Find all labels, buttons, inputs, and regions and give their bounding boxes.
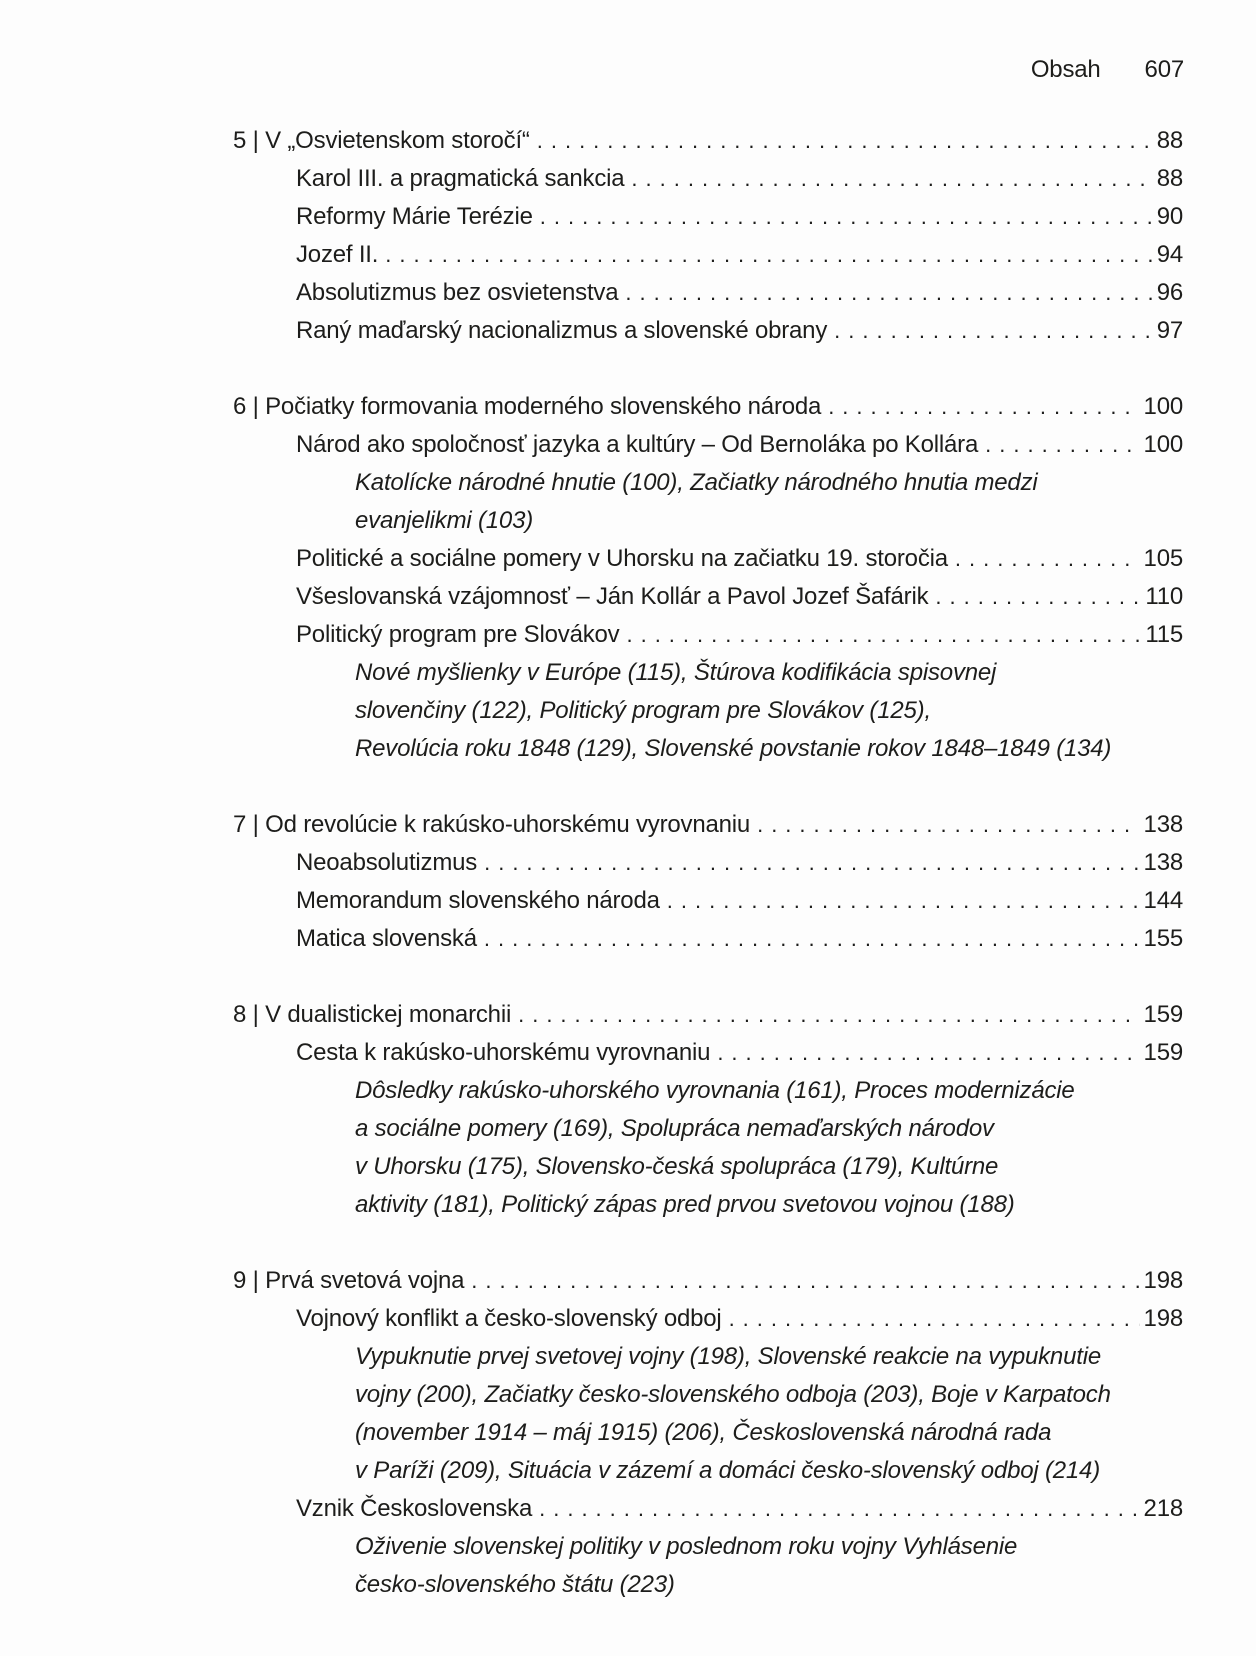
toc-entry-row-page-number: 97 [1156,317,1183,344]
toc-topic-line [233,1528,1183,1566]
toc-chapter-row [233,1262,1183,1300]
toc-topic-line [233,1110,1183,1148]
running-head-page-number: 607 [1144,56,1184,83]
toc-entry-row [233,578,1183,616]
toc-entry-row [233,844,1183,882]
toc-entry-row-title: Cesta k rakúsko-uhorskému vyrovnaniu [296,1039,711,1066]
toc-topic-line-title: Vypuknutie prvej svetovej vojny (198), Slovenské reakcie na vypuknutie [355,1343,1101,1370]
toc-chapter-row [233,996,1183,1034]
dot-leader [729,1300,1140,1338]
toc-entry-row-title: Všeslovanská vzájomnosť – Ján Kollár a Pavol Jozef Šafárik [296,583,929,610]
toc-entry-row [233,920,1183,958]
toc-entry-row-page-number: 110 [1145,583,1183,610]
dot-leader [540,198,1153,236]
toc-entry-row [233,236,1183,274]
toc-entry-row-page-number: 155 [1143,925,1183,952]
toc-chapter-row-title: 5 | V „Osvietenskom storočí“ [233,127,530,154]
toc-topic-line-title: slovenčiny (122), Politický program pre Slovákov (125), [355,697,931,724]
toc-topic-line [233,464,1183,502]
dot-leader [385,236,1152,274]
toc-entry-row [233,882,1183,920]
toc-topic-line-title: Revolúcia roku 1848 (129), Slovenské povstanie rokov 1848–1849 (134) [355,735,1112,762]
toc-entry-row-title: Memorandum slovenského národa [296,887,660,914]
toc-topic-line [233,1566,1183,1604]
toc-entry-row-page-number: 138 [1143,849,1183,876]
toc-entry-row-page-number: 218 [1143,1495,1183,1522]
toc-entry-row [233,616,1183,654]
dot-leader [834,312,1153,350]
dot-leader [955,540,1140,578]
toc-entry-row-page-number: 88 [1156,165,1183,192]
toc-topic-line-title: v Paríži (209), Situácia v zázemí a domáci česko-slovenský odboj (214) [355,1457,1100,1484]
toc-topic-line [233,1072,1183,1110]
toc-topic-line-title: Dôsledky rakúsko-uhorského vyrovnania (161), Proces modernizácie [355,1077,1075,1104]
dot-leader [717,1034,1139,1072]
toc-entry-row-title: Vojnový konflikt a česko-slovenský odboj [296,1305,722,1332]
toc-entry-row-page-number: 198 [1143,1305,1183,1332]
toc-chapter-row [233,806,1183,844]
toc-entry-row-title: Reformy Márie Terézie [296,203,533,230]
toc-chapter-row-title: 8 | V dualistickej monarchii [233,1001,512,1028]
toc-topic-line-title: evanjelikmi (103) [355,507,534,534]
toc-entry-row-title: Politický program pre Slovákov [296,621,620,648]
dot-leader [625,274,1152,312]
dot-leader [985,426,1139,464]
toc-chapter-row-page-number: 159 [1143,1001,1183,1028]
toc-topic-line [233,1452,1183,1490]
dot-leader [518,996,1139,1034]
toc-topic-line [233,1414,1183,1452]
toc-entry-row-title: Politické a sociálne pomery v Uhorsku na začiatku 19. storočia [296,545,948,572]
dot-leader [828,388,1139,426]
toc-topic-line-title: Nové myšlienky v Európe (115), Štúrova kodifikácia spisovnej [355,659,997,686]
toc-topic-line [233,1338,1183,1376]
toc-chapter-row-title: 6 | Počiatky formovania moderného slovenského národa [233,393,822,420]
toc-entry-row-title: Národ ako spoločnosť jazyka a kultúry – Od Bernoláka po Kollára [296,431,979,458]
toc-topic-line [233,502,1183,540]
toc-entry-row-title: Matica slovenská [296,925,477,952]
toc-entry-row-page-number: 96 [1156,279,1183,306]
toc-topic-line-title: česko-slovenského štátu (223) [355,1571,675,1598]
toc-chapter-row-title: 9 | Prvá svetová vojna [233,1267,465,1294]
running-head [1031,56,1184,84]
toc-topic-line-title: Katolícke národné hnutie (100), Začiatky národného hnutia medzi [355,469,1038,496]
toc-entry-row [233,426,1183,464]
toc-entry-row-page-number: 159 [1143,1039,1183,1066]
toc-topic-line [233,730,1183,768]
toc-topic-line-title: vojny (200), Začiatky česko-slovenského odboja (203), Boje v Karpatoch [355,1381,1111,1408]
dot-leader [667,882,1140,920]
toc-entry-row-page-number: 105 [1143,545,1183,572]
toc-chapter-row-page-number: 198 [1143,1267,1183,1294]
dot-leader [484,844,1139,882]
toc-topic-line [233,1186,1183,1224]
table-of-contents [233,122,1183,1604]
toc-topic-line [233,1376,1183,1414]
dot-leader [484,920,1140,958]
toc-entry-row-title: Neoabsolutizmus [296,849,478,876]
toc-entry-row-page-number: 94 [1156,241,1183,268]
toc-entry-row-page-number: 90 [1156,203,1183,230]
toc-topic-line-title: v Uhorsku (175), Slovensko-česká spolupráca (179), Kultúrne [355,1153,999,1180]
dot-leader [757,806,1139,844]
running-head-section-label: Obsah [1030,56,1101,83]
toc-topic-line [233,1148,1183,1186]
toc-chapter-row-page-number: 138 [1143,811,1183,838]
toc-entry-row [233,312,1183,350]
toc-entry-row-title: Vznik Československa [296,1495,533,1522]
toc-entry-row [233,274,1183,312]
toc-topic-line-title: a sociálne pomery (169), Spolupráca nemaďarských národov [355,1115,994,1142]
dot-leader [631,160,1152,198]
toc-chapter-row-title: 7 | Od revolúcie k rakúsko-uhorskému vyrovnaniu [233,811,751,838]
toc-entry-row [233,1490,1183,1528]
dot-leader [537,122,1153,160]
toc-entry-row [233,540,1183,578]
toc-chapter-row-page-number: 100 [1143,393,1183,420]
toc-chapter-row [233,388,1183,426]
toc-chapter-row [233,122,1183,160]
dot-leader [626,616,1141,654]
toc-entry-row-title: Karol III. a pragmatická sankcia [296,165,625,192]
toc-entry-row-page-number: 144 [1143,887,1183,914]
toc-entry-row-title: Raný maďarský nacionalizmus a slovenské obrany [296,317,828,344]
toc-topic-line-title: (november 1914 – máj 1915) (206), Československá národná rada [355,1419,1052,1446]
dot-leader [471,1262,1139,1300]
toc-topic-line [233,692,1183,730]
toc-entry-row-title: Absolutizmus bez osvietenstva [296,279,619,306]
dot-leader [539,1490,1139,1528]
toc-entry-row-page-number: 100 [1143,431,1183,458]
toc-entry-row-page-number: 115 [1145,621,1183,648]
toc-entry-row [233,1300,1183,1338]
toc-topic-line [233,654,1183,692]
toc-entry-row [233,1034,1183,1072]
toc-entry-row [233,198,1183,236]
toc-entry-row [233,160,1183,198]
toc-chapter-row-page-number: 88 [1156,127,1183,154]
toc-entry-row-title: Jozef II. [296,241,379,268]
dot-leader [935,578,1141,616]
toc-topic-line-title: Oživenie slovenskej politiky v poslednom roku vojny Vyhlásenie [355,1533,1018,1560]
toc-topic-line-title: aktivity (181), Politický zápas pred prvou svetovou vojnou (188) [355,1191,1015,1218]
